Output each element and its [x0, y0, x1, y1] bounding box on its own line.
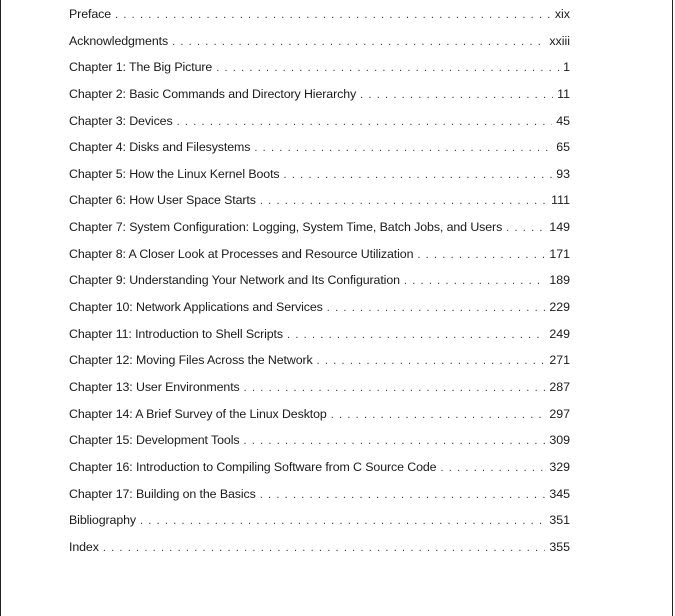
toc-entry-page-number: 111: [551, 193, 570, 208]
toc-entry[interactable]: [69, 350, 570, 377]
toc-entry[interactable]: [69, 457, 570, 484]
toc-entry[interactable]: [69, 217, 570, 244]
toc-entry-title: Chapter 8: A Closer Look at Processes and Resource Utilization: [69, 246, 414, 261]
toc-entry-page-number: 297: [549, 406, 570, 421]
toc-entry[interactable]: [69, 537, 570, 564]
toc-dot-leader: [260, 191, 547, 211]
toc-entry-page-number: 271: [549, 353, 570, 368]
toc-entry-page-number: 45: [556, 113, 570, 128]
toc-entry-page-number: 355: [549, 539, 570, 554]
toc-dot-leader: [287, 325, 545, 345]
toc-entry-page-number: 171: [549, 246, 570, 261]
toc-dot-leader: [327, 298, 546, 318]
toc-entry-page-number: xxiii: [549, 33, 570, 48]
toc-entry-title: Bibliography: [69, 513, 136, 528]
toc-entry[interactable]: [69, 164, 570, 191]
toc-entry-page-number: 345: [549, 486, 570, 501]
toc-entry-title: Chapter 5: How the Linux Kernel Boots: [69, 166, 280, 181]
toc-entry-page-number: 11: [557, 86, 570, 101]
toc-entry-title: Chapter 15: Development Tools: [69, 433, 240, 448]
toc-dot-leader: [216, 58, 559, 78]
toc-entry[interactable]: [69, 57, 570, 84]
toc-dot-leader: [417, 245, 545, 265]
toc-entry-page-number: 351: [549, 513, 570, 528]
toc-dot-leader: [177, 112, 553, 132]
toc-entry-page-number: 309: [549, 433, 570, 448]
toc-entry[interactable]: [69, 430, 570, 457]
toc-dot-leader: [331, 405, 546, 425]
toc-entry[interactable]: [69, 137, 570, 164]
toc-dot-leader: [140, 511, 545, 531]
toc-entry-title: Chapter 11: Introduction to Shell Scripts: [69, 326, 284, 341]
toc-entry[interactable]: [69, 4, 570, 31]
table-of-contents: [69, 4, 570, 563]
toc-entry-title: Chapter 13: User Environments: [69, 379, 240, 394]
toc-dot-leader: [317, 351, 546, 371]
toc-entry[interactable]: [69, 111, 570, 138]
toc-entry-page-number: 189: [549, 273, 570, 288]
toc-entry[interactable]: [69, 84, 570, 111]
toc-entry-title: Chapter 17: Building on the Basics: [69, 486, 256, 501]
toc-entry-title: Chapter 7: System Configuration: Logging, System Time, Batch Jobs, and Users: [69, 220, 503, 235]
toc-entry-page-number: 249: [549, 326, 570, 341]
toc-entry-page-number: 1: [563, 60, 570, 75]
toc-entry-page-number: 329: [549, 459, 570, 474]
toc-dot-leader: [244, 378, 546, 398]
toc-entry-title: Chapter 2: Basic Commands and Directory Hierarchy: [69, 86, 357, 101]
toc-dot-leader: [115, 5, 551, 25]
toc-entry-title: Acknowledgments: [69, 33, 169, 48]
toc-entry-title: Index: [69, 539, 99, 554]
toc-entry-page-number: 229: [549, 300, 570, 315]
toc-entry[interactable]: [69, 484, 570, 511]
toc-dot-leader: [243, 431, 545, 451]
toc-entry[interactable]: [69, 510, 570, 537]
toc-dot-leader: [172, 32, 545, 52]
toc-dot-leader: [360, 85, 553, 105]
toc-dot-leader: [404, 271, 545, 291]
toc-entry-page-number: xix: [554, 7, 570, 21]
toc-entry-title: Chapter 12: Moving Files Across the Network: [69, 353, 313, 368]
toc-dot-leader: [440, 458, 545, 478]
toc-entry-page-number: 287: [549, 379, 570, 394]
toc-entry-title: Chapter 6: How User Space Starts: [69, 193, 256, 208]
toc-dot-leader: [284, 165, 553, 185]
toc-entry[interactable]: [69, 324, 570, 351]
toc-entry-title: Chapter 4: Disks and Filesystems: [69, 140, 251, 155]
toc-entry-page-number: 93: [556, 166, 570, 181]
toc-entry[interactable]: [69, 31, 570, 58]
toc-entry[interactable]: [69, 190, 570, 217]
toc-entry-title: Chapter 10: Network Applications and Services: [69, 300, 323, 315]
toc-entry[interactable]: [69, 404, 570, 431]
toc-entry-title: Chapter 1: The Big Picture: [69, 60, 213, 75]
toc-dot-leader: [103, 538, 546, 558]
toc-entry-title: Preface: [69, 7, 112, 21]
toc-entry[interactable]: [69, 297, 570, 324]
toc-entry-title: Chapter 14: A Brief Survey of the Linux Desktop: [69, 406, 327, 421]
toc-dot-leader: [260, 485, 546, 505]
toc-entry[interactable]: [69, 244, 570, 271]
toc-entry-title: Chapter 9: Understanding Your Network and Its Configuration: [69, 273, 400, 288]
toc-dot-leader: [254, 138, 552, 158]
toc-entry[interactable]: [69, 270, 570, 297]
toc-entry[interactable]: [69, 377, 570, 404]
toc-dot-leader: [506, 218, 545, 238]
toc-entry-page-number: 149: [549, 220, 570, 235]
toc-entry-title: Chapter 16: Introduction to Compiling Software from C Source Code: [69, 459, 437, 474]
toc-entry-title: Chapter 3: Devices: [69, 113, 173, 128]
toc-entry-page-number: 65: [556, 140, 570, 155]
